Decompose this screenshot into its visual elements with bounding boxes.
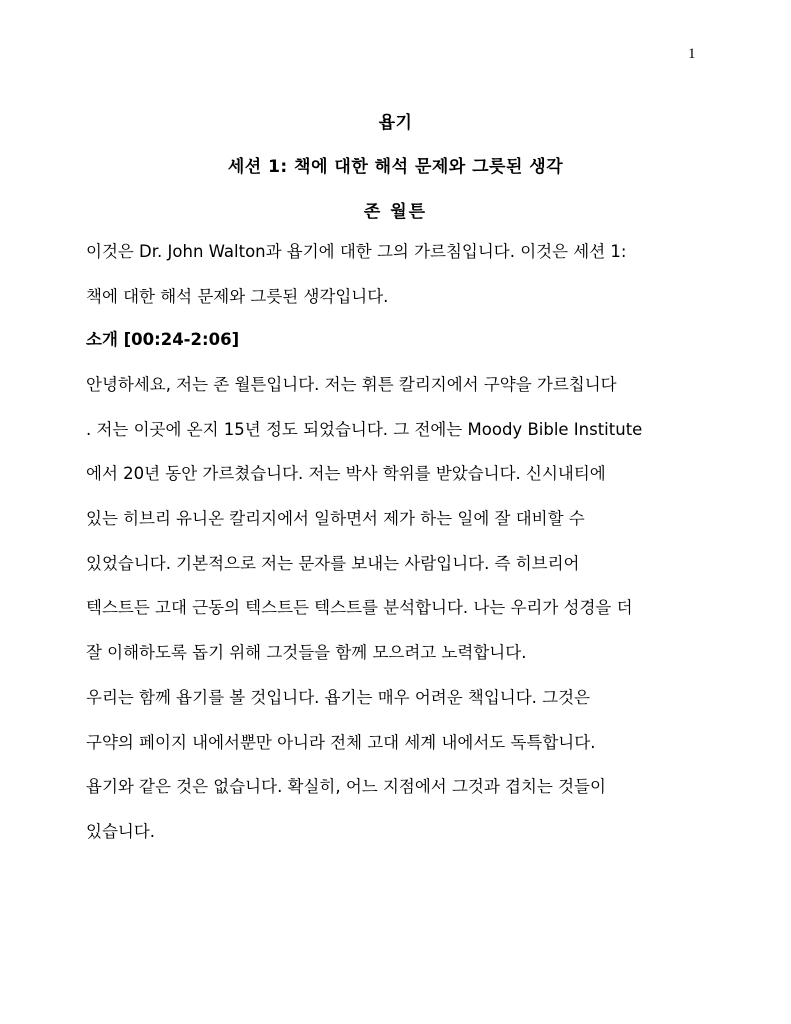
intro-line: 책에 대한 해석 문제와 그릇된 생각입니다. xyxy=(86,286,389,306)
body-line: 우리는 함께 욥기를 볼 것입니다. 욥기는 매우 어려운 책입니다. 그것은 xyxy=(86,687,590,707)
body-line: 있는 히브리 유니온 칼리지에서 일하면서 제가 하는 일에 잘 대비할 수 xyxy=(86,509,585,529)
intro-paragraph xyxy=(86,230,706,319)
session-title: 세션 1: 책에 대한 해석 문제와 그릇된 생각 xyxy=(227,157,564,177)
body-line: 텍스트든 고대 근동의 텍스트든 텍스트를 분석합니다. 나는 우리가 성경을 더 xyxy=(86,598,633,618)
body-line: 있습니다. xyxy=(86,821,156,841)
document-title: 욥기 xyxy=(378,113,413,133)
body-line: 잘 이해하도록 돕기 위해 그것들을 함께 모으려고 노력합니다. xyxy=(86,643,527,663)
body-line: 구약의 페이지 내에서뿐만 아니라 전체 고대 세계 내에서도 독특합니다. xyxy=(86,732,596,752)
body-line: 욥기와 같은 것은 없습니다. 확실히, 어느 지점에서 그것과 겹치는 것들이 xyxy=(86,777,606,797)
body-paragraph xyxy=(86,363,706,855)
author-name: 존 월튼 xyxy=(363,202,428,222)
body-line: 에서 20년 동안 가르쳤습니다. 저는 박사 학위를 받았습니다. 신시내티에 xyxy=(86,464,606,484)
page-number: 1 xyxy=(688,46,696,62)
body-line: 있었습니다. 기본적으로 저는 문자를 보내는 사람입니다. 즉 히브리어 xyxy=(86,553,580,573)
section-heading: 소개 [00:24-2:06] xyxy=(86,330,240,349)
intro-line: 이것은 Dr. John Walton과 욥기에 대한 그의 가르침입니다. 이것은 세션 1: xyxy=(86,242,627,261)
body-line: 안녕하세요, 저는 존 월튼입니다. 저는 휘튼 칼리지에서 구약을 가르칩니다 xyxy=(86,375,617,394)
body-line: . 저는 이곳에 온지 15년 정도 되었습니다. 그 전에는 Moody Bible Institute xyxy=(86,419,643,439)
